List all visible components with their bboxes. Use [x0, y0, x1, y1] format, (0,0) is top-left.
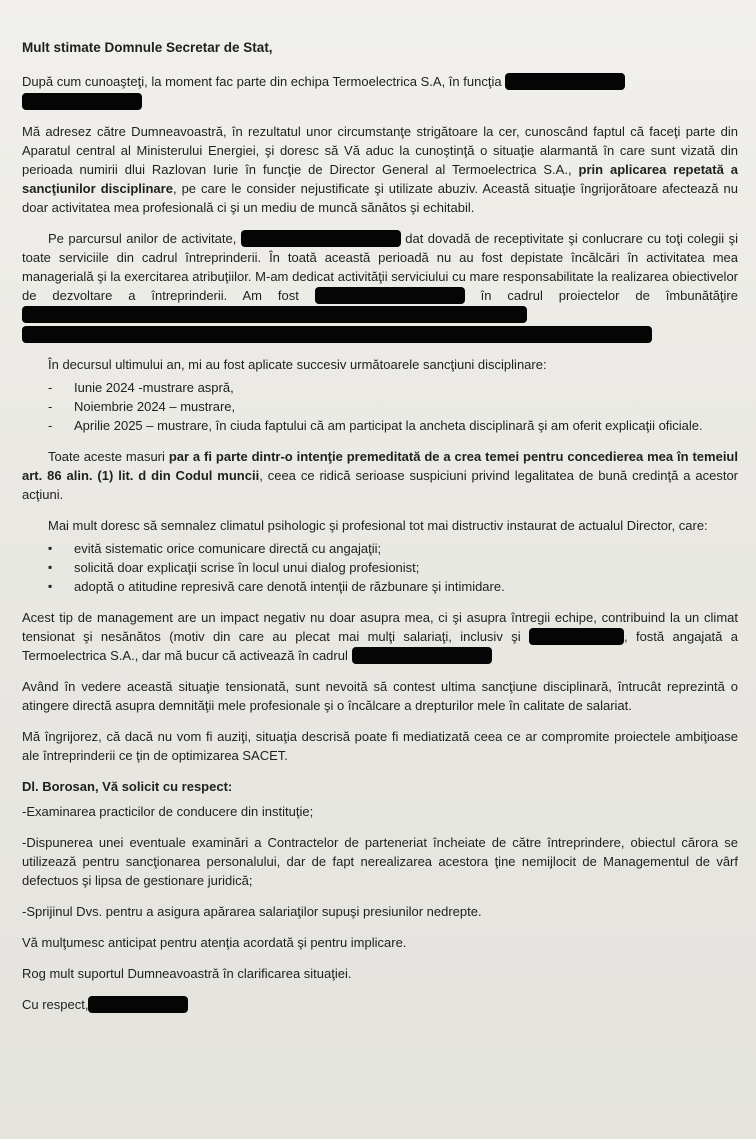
request-heading: Dl. Borosan, Vă solicit cu respect: — [22, 779, 233, 794]
paragraph-activity — [22, 229, 738, 343]
redaction-bar — [315, 287, 465, 304]
closing-signature — [22, 995, 738, 1014]
measures-emphasis: par a fi parte dintr-o intenţie premeditată de a crea temei pentru concedierea mea în temeiul art. 86 alin. (1) lit. d din Codul muncii — [22, 449, 738, 483]
measures-text-end: , ceea ce ridică serioase suspiciuni privind legalitatea de bună credinţă a acestor acţiuni. — [22, 468, 739, 502]
paragraph-contest: Având în vedere această situaţie tensionată, sunt nevoită să contest ultima sancţiune disciplinară, întrucât reprezintă o atingere directă asupra demnităţii mele profesionale şi o încălcare a drepturilor mele în calitate de salariat. — [22, 679, 738, 713]
redaction-bar — [22, 93, 142, 110]
list-item: - Aprilie 2025 – mustrare, în ciuda faptului că am participat la ancheta disciplinară şi am oferit explicaţii oficiale. — [48, 418, 703, 433]
impact-text-2: , fostă angajată a Termoelectrica S.A., dar mă bucur că activează în cadrul — [22, 629, 738, 663]
paragraph-climate: Mai mult doresc să semnalez climatul psihologic şi profesional tot mai distructiv instaurat de actualul Director, care: — [48, 518, 708, 533]
list-item: - Iunie 2024 -mustrare aspră, — [48, 380, 234, 395]
context-text-end: , pe care le consider nejustificate şi utilizate abuziv. Această situaţie îngrijorătoare afectează nu doar activitatea mea profesională ci şi un mediu de muncă sănătos şi echitabil. — [22, 181, 738, 215]
redaction-bar — [352, 647, 492, 664]
paragraph-intro — [22, 72, 738, 110]
redaction-bar — [22, 326, 652, 343]
request-item: -Dispunerea unei eventuale examinări a Contractelor de parteneriat încheiate de către întreprindere, obiectul cărora se utilizează pentru sancţionarea personalului, dar de fapt nerealizarea acestora ţine nemijlocit de Managementul de vârf defectuos şi lipsa de gestionare juridică; — [22, 835, 738, 888]
request-item: -Examinarea practicilor de conducere din instituţie; — [22, 804, 314, 819]
closing-text: Cu respect, — [22, 997, 89, 1012]
support-line: Rog mult suportul Dumneavoastră în clarificarea situaţiei. — [22, 966, 352, 981]
list-item: - Noiembrie 2024 – mustrare, — [48, 399, 236, 414]
request-item: -Sprijinul Dvs. pentru a asigura apărarea salariaţilor supuşi presiunilor nedrepte. — [22, 904, 482, 919]
context-text: Mă adresez către Dumneavoastră, în rezultatul unor circumstanţe strigătoare la cer, cunoscând faptul că faceţi parte din Aparatul central al Ministerului Energiei, şi doresc să Vă aduc la cunoştinţă o situaţie alarmantă în care sunt vizată din perioada numirii dlui Razlovan Iurie în funcţie de Director General al Termoelectrica S.A., — [22, 124, 738, 177]
list-item: ▪ adoptă o atitudine represivă care denotă intenţii de răzbunare şi intimidare. — [48, 579, 505, 594]
redaction-bar — [529, 628, 624, 645]
director-behaviour-list — [22, 539, 738, 596]
context-emphasis: prin aplicarea repetată a sancţiunilor disciplinare — [22, 162, 738, 196]
activity-text: Pe parcursul anilor de activitate, — [48, 231, 237, 246]
intro-text: După cum cunoaşteţi, la moment fac parte din echipa Termoelectrica S.A, în funcţia — [22, 74, 502, 89]
activity-text-2: dat dovadă de receptivitate şi conlucrare cu toţi colegii şi toate serviciile din cadrul întreprinderii. În toată această perioadă nu au fost depistate încălcări în activitatea mea managerială şi la exercitarea atribuţiilor. M-am dedicat activităţii serviciului cu mare responsabilitate la realizarea obiectivelor de dezvoltare a întreprinderii. Am fost — [22, 231, 738, 303]
sanctions-list — [22, 378, 738, 435]
list-item: ▪ evită sistematic orice comunicare directă cu angajaţii; — [48, 541, 382, 556]
thanks-line: Vă mulţumesc anticipat pentru atenţia acordată şi pentru implicare. — [22, 935, 407, 950]
redaction-bar — [22, 306, 527, 323]
paragraph-context — [22, 122, 738, 217]
redaction-bar — [88, 996, 188, 1013]
redaction-bar — [505, 73, 625, 90]
list-item: ▪ solicită doar explicaţii scrise în locul unui dialog profesionist; — [48, 560, 420, 575]
redaction-bar — [241, 230, 401, 247]
paragraph-sanctions-intro: În decursul ultimului an, mi au fost aplicate succesiv următoarele sancţiuni disciplinare: — [48, 357, 547, 372]
paragraph-concern: Mă îngrijorez, că dacă nu vom fi auziţi, situaţia descrisă poate fi mediatizată ceea ce ar compromite proiectele ambiţioase ale întreprinderii ce ţin de optimizarea SACET. — [22, 729, 738, 763]
activity-text-3: în cadrul proiectelor de îmbunătăţire — [480, 288, 738, 303]
paragraph-management-impact — [22, 608, 738, 665]
salutation: Mult stimate Domnule Secretar de Stat, — [22, 40, 273, 55]
measures-text: Toate aceste masuri — [48, 449, 165, 464]
impact-text: Acest tip de management are un impact negativ nu doar asupra mea, ci şi asupra întregii echipe, contribuind la un climat tensionat şi nesănătos (motiv din care au plecat mai mulţi salariaţi, inclusiv şi — [22, 610, 738, 644]
paragraph-measures — [22, 447, 738, 504]
